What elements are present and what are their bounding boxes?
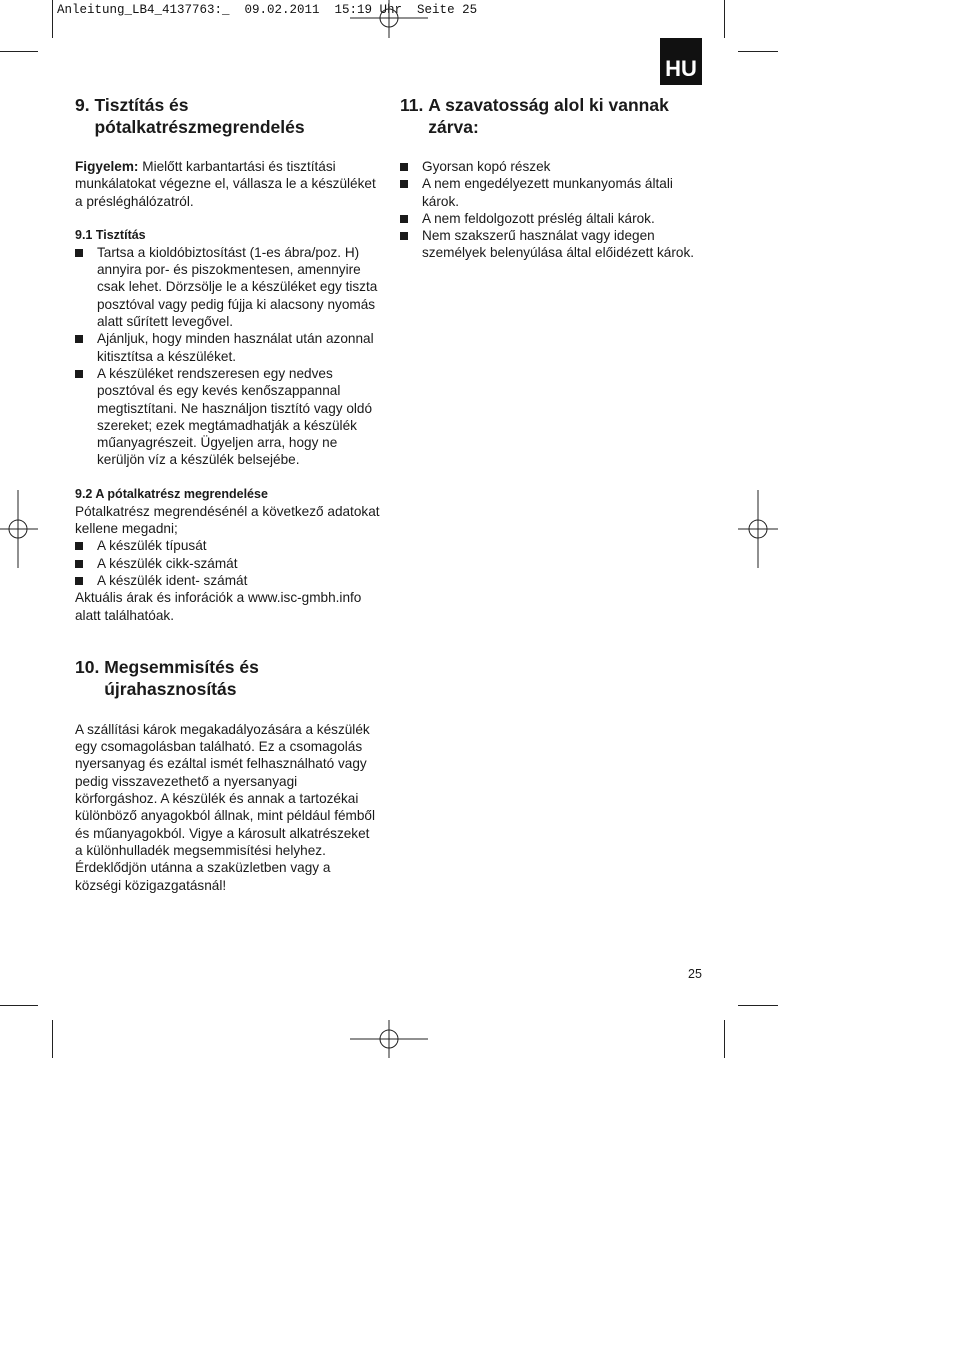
list-item: A készülék típusát <box>75 537 380 554</box>
section-number: 10. <box>75 656 100 677</box>
crop-mark <box>738 51 778 52</box>
crop-mark <box>52 0 53 38</box>
list-item: A nem engedélyezett munkanyomás általi károk. <box>400 175 705 210</box>
page-number: 25 <box>688 967 702 981</box>
right-column <box>400 94 705 262</box>
order-intro: Pótalkatrész megrendésénél a következő adatokat kellene megadni; <box>75 503 380 537</box>
registration-mark-left <box>0 490 38 568</box>
section-title <box>94 94 304 138</box>
list-item: A nem feldolgozott préslég általi károk. <box>400 210 705 227</box>
title-line: újrahasznosítás <box>104 678 237 699</box>
list-item: A készülék ident- számát <box>75 572 380 589</box>
section-10-heading <box>75 656 380 700</box>
section-title <box>104 656 259 700</box>
registration-mark-right <box>738 490 778 568</box>
section-number: 9. <box>75 95 90 115</box>
section-9-heading <box>75 94 380 138</box>
bullet-square-icon <box>75 370 83 378</box>
list-item: Ajánljuk, hogy minden használat után azonnal kitisztítsa a készüléket. <box>75 330 380 365</box>
list-item: Nem szakszerű használat vagy idegen személyek belenyúlása által előidézett károk. <box>400 227 705 262</box>
section-number: 11. <box>400 95 424 115</box>
bullet-square-icon <box>400 232 408 240</box>
title-line: A szavatosság alol ki vannak <box>428 95 669 115</box>
print-header: Anleitung_LB4_4137763:_ 09.02.2011 15:19 Uhr Seite 25 <box>57 3 478 17</box>
disposal-paragraph: A szállítási károk megakadályozására a készülék egy csomagolásban található. Ez a csomagolás nyersanyag és ezáltal ismét felhasználható vagy pedig visszavezethető a nyersanyagi körforgáshoz. A készülék és annak a tartozékai különböző anyagokból állnak, mint például fémből és műanyagokból. Vigye a károsult alkatrészeket a különhulladék megsemmisítési helyhez. Érdeklődjön utánna a szaküzletben vagy a községi közigazgatásnál! <box>75 721 376 893</box>
order-outro: Aktuális árak és inforációk a www.isc-gmbh.info alatt találhatóak. <box>75 590 362 623</box>
registration-mark-top <box>350 0 428 38</box>
subsection-9-1-title: 9.1 Tisztítás <box>75 227 146 242</box>
bullet-square-icon <box>75 577 83 585</box>
list-item: Tartsa a kioldóbiztosítást (1-es ábra/poz. H) annyira por- és piszokmentesen, amennyire csak lehet. Dörzsölje le a készüléket egy tiszta posztóval vagy pedig fújja ki alacsony nyomás alatt sűrített levegővel. <box>75 244 380 330</box>
list-item: A készülék cikk-számát <box>75 555 380 572</box>
bullet-square-icon <box>400 180 408 188</box>
cleaning-list <box>75 244 380 469</box>
left-column <box>75 94 380 894</box>
bullet-square-icon <box>75 249 83 257</box>
attention-text: Mielőtt karbantartási és tisztítási munkálatokat végezne el, vállasza le a készüléket a présléghálózatról. <box>75 159 376 209</box>
crop-mark <box>724 1020 725 1058</box>
crop-mark <box>738 1005 778 1006</box>
language-badge: HU <box>660 38 702 85</box>
bullet-square-icon <box>75 542 83 550</box>
bullet-square-icon <box>75 335 83 343</box>
section-title <box>428 94 669 138</box>
order-list <box>75 537 380 589</box>
section-11-heading <box>400 94 705 138</box>
bullet-square-icon <box>400 163 408 171</box>
registration-mark-bottom <box>350 1020 428 1058</box>
list-item: Gyorsan kopó részek <box>400 158 705 175</box>
crop-mark <box>724 0 725 38</box>
title-line: Megsemmisítés és <box>104 656 259 677</box>
crop-mark <box>0 51 38 52</box>
crop-mark <box>0 1005 38 1006</box>
bullet-square-icon <box>75 560 83 568</box>
attention-paragraph <box>75 158 380 210</box>
title-line: Tisztítás és <box>94 95 189 115</box>
bullet-square-icon <box>400 215 408 223</box>
list-item: A készüléket rendszeresen egy nedves posztóval és egy kevés kenőszappannal megtisztítani. Ne használjon tisztító vagy oldó szereket; ezek megtámadhatják a készülék műanyagrészeit. Ügyeljen arra, hogy ne kerüljön víz a készülék belsejébe. <box>75 365 380 469</box>
warranty-exclusions-list <box>400 158 705 262</box>
crop-mark <box>52 1020 53 1058</box>
title-line: pótalkatrészmegrendelés <box>94 117 305 137</box>
subsection-9-2-title: 9.2 A pótalkatrész megrendelése <box>75 486 268 501</box>
attention-label: Figyelem: <box>75 159 139 174</box>
title-line: zárva: <box>428 117 479 137</box>
